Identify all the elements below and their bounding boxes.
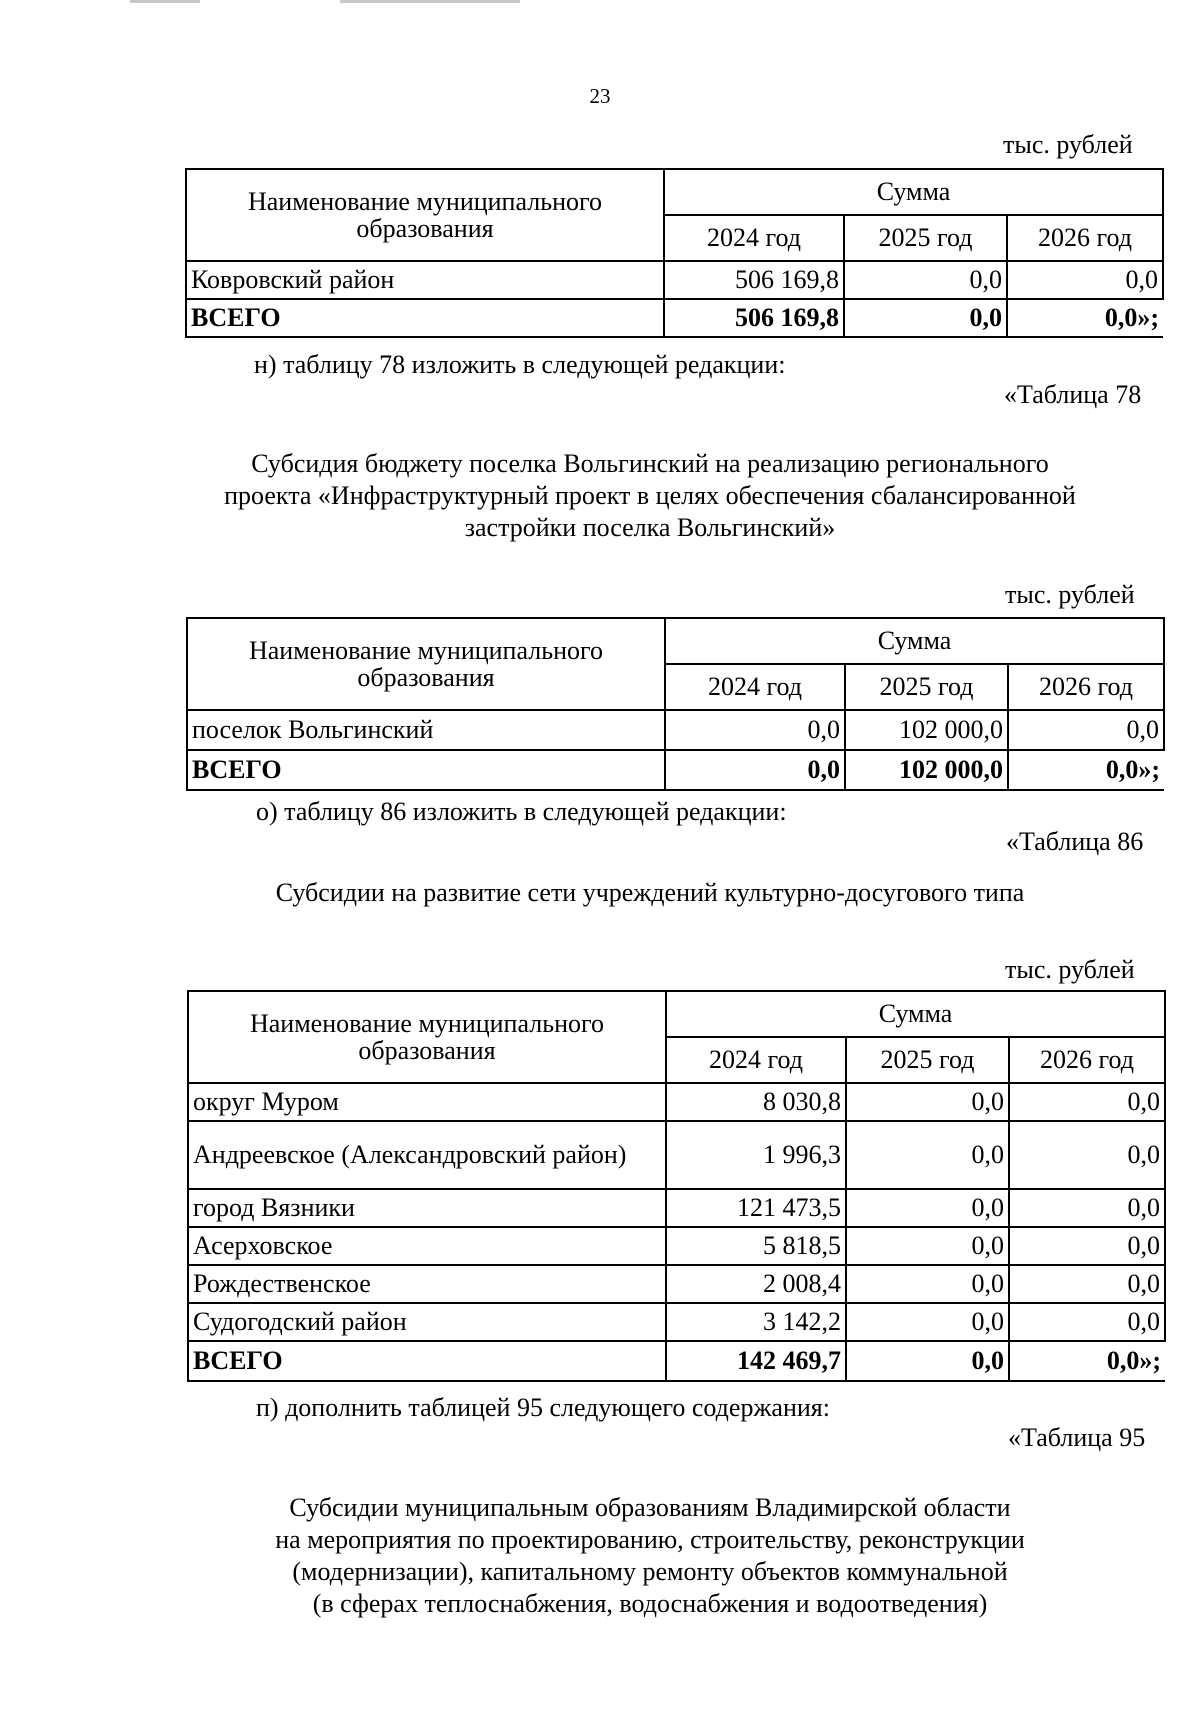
header-name-column: Наименование муниципального образования	[186, 169, 664, 261]
row-value: 0,0	[665, 710, 845, 750]
table-row	[188, 1121, 1165, 1189]
table-row	[188, 1265, 1165, 1303]
row-value: 0,0	[1007, 261, 1163, 299]
total-value: 0,0	[846, 1341, 1009, 1381]
title-line: Субсидия бюджету поселка Вольгинский на реализацию регионального	[251, 449, 1049, 478]
header-sum: Сумма	[664, 169, 1163, 215]
unit-label: тыс. рублей	[1005, 580, 1135, 609]
total-value: 0,0»;	[1008, 750, 1164, 790]
table-78-label: «Таблица 78	[1004, 380, 1142, 409]
total-value: 0,0»;	[1007, 299, 1163, 337]
total-row	[186, 299, 1163, 337]
row-value: 0,0	[846, 1227, 1009, 1265]
total-label: ВСЕГО	[186, 299, 664, 337]
row-name: город Вязники	[188, 1189, 666, 1227]
header-year: 2026 год	[1008, 664, 1164, 710]
paragraph-p: п) дополнить таблицей 95 следующего содержания:	[256, 1393, 830, 1422]
row-name: Рождественское	[188, 1265, 666, 1303]
total-value: 0,0»;	[1009, 1341, 1165, 1381]
table-row	[188, 1189, 1165, 1227]
header-year: 2025 год	[845, 664, 1008, 710]
row-value: 0,0	[1009, 1265, 1165, 1303]
header-name-column: Наименование муниципального образования	[187, 618, 665, 710]
table-95-title	[150, 1492, 1150, 1620]
total-row	[187, 750, 1164, 790]
row-name: поселок Вольгинский	[187, 710, 665, 750]
row-value: 0,0	[1009, 1189, 1165, 1227]
table-kovrov	[185, 168, 1164, 338]
scan-artifact	[340, 0, 520, 3]
row-value: 0,0	[846, 1303, 1009, 1341]
total-value: 0,0	[665, 750, 845, 790]
header-year: 2024 год	[666, 1037, 846, 1083]
row-value: 506 169,8	[664, 261, 844, 299]
table-row	[188, 1303, 1165, 1341]
row-value: 8 030,8	[666, 1083, 846, 1121]
title-line: Субсидии на развитие сети учреждений культурно-досугового типа	[275, 878, 1025, 907]
title-line: застройки поселка Вольгинский»	[464, 513, 836, 542]
row-value: 2 008,4	[666, 1265, 846, 1303]
row-value: 102 000,0	[845, 710, 1008, 750]
row-value: 5 818,5	[666, 1227, 846, 1265]
title-line: (в сферах теплоснабжения, водоснабжения и водоотведения)	[312, 1589, 988, 1618]
row-name: Асерховское	[188, 1227, 666, 1265]
title-line: на мероприятия по проектированию, строительству, реконструкции	[275, 1525, 1025, 1554]
total-value: 142 469,7	[666, 1341, 846, 1381]
row-value: 0,0	[1008, 710, 1164, 750]
paragraph-n: н) таблицу 78 изложить в следующей редакции:	[254, 350, 786, 379]
paragraph-o: о) таблицу 86 изложить в следующей редакции:	[256, 797, 787, 826]
table-row	[186, 261, 1163, 299]
total-row	[188, 1341, 1165, 1381]
header-year: 2024 год	[665, 664, 845, 710]
row-value: 0,0	[846, 1265, 1009, 1303]
total-label: ВСЕГО	[187, 750, 665, 790]
total-label: ВСЕГО	[188, 1341, 666, 1381]
table-86-label: «Таблица 86	[1006, 827, 1144, 856]
title-line: (модернизации), капитальному ремонту объектов коммунальной	[292, 1557, 1008, 1586]
header-sum: Сумма	[665, 618, 1164, 664]
title-line: проекта «Инфраструктурный проект в целях обеспечения сбалансированной	[224, 481, 1076, 510]
row-value: 1 996,3	[666, 1121, 846, 1189]
header-year: 2025 год	[846, 1037, 1009, 1083]
row-value: 0,0	[1009, 1227, 1165, 1265]
row-value: 0,0	[844, 261, 1007, 299]
row-name: Ковровский район	[186, 261, 664, 299]
total-value: 0,0	[844, 299, 1007, 337]
row-value: 121 473,5	[666, 1189, 846, 1227]
row-value: 0,0	[846, 1083, 1009, 1121]
row-name: Андреевское (Александровский район)	[188, 1121, 666, 1189]
scan-artifact	[130, 0, 200, 3]
title-line: Субсидии муниципальным образованиям Владимирской области	[289, 1493, 1011, 1522]
row-value: 0,0	[1009, 1083, 1165, 1121]
table-row	[188, 1083, 1165, 1121]
total-value: 506 169,8	[664, 299, 844, 337]
table-95-label: «Таблица 95	[1008, 1423, 1146, 1452]
header-year: 2024 год	[664, 215, 844, 261]
table-row	[188, 1227, 1165, 1265]
table-86-title	[150, 877, 1150, 909]
page-number: 23	[589, 84, 611, 108]
row-value: 0,0	[846, 1121, 1009, 1189]
unit-label: тыс. рублей	[1003, 130, 1133, 159]
row-value: 3 142,2	[666, 1303, 846, 1341]
table-78	[186, 617, 1165, 791]
table-row	[187, 710, 1164, 750]
unit-label: тыс. рублей	[1005, 955, 1135, 984]
header-year: 2026 год	[1007, 215, 1163, 261]
row-value: 0,0	[1009, 1121, 1165, 1189]
header-name-column: Наименование муниципального образования	[188, 991, 666, 1083]
row-value: 0,0	[1009, 1303, 1165, 1341]
row-name: округ Муром	[188, 1083, 666, 1121]
header-year: 2026 год	[1009, 1037, 1165, 1083]
table-78-title	[150, 448, 1150, 544]
header-sum: Сумма	[666, 991, 1165, 1037]
row-value: 0,0	[846, 1189, 1009, 1227]
header-year: 2025 год	[844, 215, 1007, 261]
table-86	[187, 990, 1166, 1382]
row-name: Судогодский район	[188, 1303, 666, 1341]
total-value: 102 000,0	[845, 750, 1008, 790]
